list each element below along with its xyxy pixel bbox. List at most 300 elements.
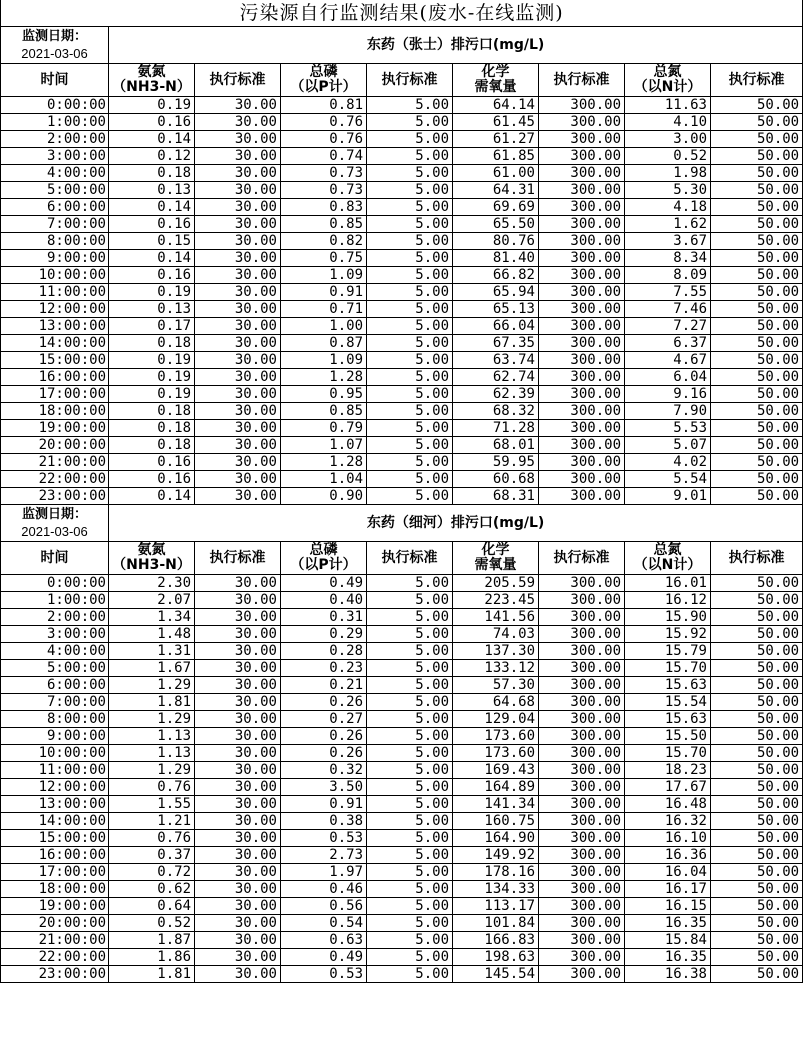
cell-time: 14:00:00 <box>1 813 109 830</box>
cell-total-phosphorus: 0.49 <box>281 575 367 592</box>
cell-ammonia-standard: 30.00 <box>195 915 281 932</box>
cell-total-nitrogen: 8.09 <box>625 267 711 284</box>
cell-cod-standard: 300.00 <box>539 318 625 335</box>
cell-nitrogen-standard: 50.00 <box>711 403 803 420</box>
table-row <box>1 97 803 114</box>
cell-total-nitrogen: 11.63 <box>625 97 711 114</box>
cell-cod: 61.27 <box>453 131 539 148</box>
cell-total-nitrogen: 6.37 <box>625 335 711 352</box>
cell-cod-standard: 300.00 <box>539 216 625 233</box>
cell-phosphorus-standard: 5.00 <box>367 626 453 643</box>
cell-total-nitrogen: 7.90 <box>625 403 711 420</box>
cell-total-phosphorus: 1.09 <box>281 352 367 369</box>
table-row <box>1 386 803 403</box>
cell-cod: 81.40 <box>453 250 539 267</box>
cell-nitrogen-standard: 50.00 <box>711 660 803 677</box>
cell-nitrogen-standard: 50.00 <box>711 148 803 165</box>
cell-ammonia-standard: 30.00 <box>195 250 281 267</box>
cell-ammonia-standard: 30.00 <box>195 592 281 609</box>
cell-cod-standard: 300.00 <box>539 643 625 660</box>
cell-phosphorus-standard: 5.00 <box>367 864 453 881</box>
cell-phosphorus-standard: 5.00 <box>367 796 453 813</box>
cell-time: 21:00:00 <box>1 932 109 949</box>
cell-total-nitrogen: 16.38 <box>625 966 711 983</box>
cell-nitrogen-standard: 50.00 <box>711 949 803 966</box>
cell-cod: 113.17 <box>453 898 539 915</box>
cell-time: 9:00:00 <box>1 250 109 267</box>
cell-phosphorus-standard: 5.00 <box>367 609 453 626</box>
cell-time: 19:00:00 <box>1 420 109 437</box>
cell-total-phosphorus: 0.87 <box>281 335 367 352</box>
column-header-cod: 化学 需氧量 <box>453 64 539 97</box>
cell-nitrogen-standard: 50.00 <box>711 233 803 250</box>
cell-cod-standard: 300.00 <box>539 114 625 131</box>
cell-cod: 63.74 <box>453 352 539 369</box>
cell-time: 5:00:00 <box>1 660 109 677</box>
table-row <box>1 830 803 847</box>
cell-cod: 61.00 <box>453 165 539 182</box>
cell-ammonia-standard: 30.00 <box>195 267 281 284</box>
cell-cod-standard: 300.00 <box>539 386 625 403</box>
cell-cod-standard: 300.00 <box>539 813 625 830</box>
cell-ammonia-standard: 30.00 <box>195 745 281 762</box>
cell-phosphorus-standard: 5.00 <box>367 420 453 437</box>
cell-total-phosphorus: 0.85 <box>281 403 367 420</box>
cell-cod: 68.01 <box>453 437 539 454</box>
cell-total-nitrogen: 1.62 <box>625 216 711 233</box>
column-header-nitrogen-standard: 执行标准 <box>711 542 803 575</box>
cell-ammonia-standard: 30.00 <box>195 881 281 898</box>
cell-cod-standard: 300.00 <box>539 199 625 216</box>
cell-cod-standard: 300.00 <box>539 762 625 779</box>
cell-cod: 74.03 <box>453 626 539 643</box>
cell-ammonia-standard: 30.00 <box>195 114 281 131</box>
cell-nitrogen-standard: 50.00 <box>711 898 803 915</box>
cell-nitrogen-standard: 50.00 <box>711 881 803 898</box>
cell-time: 0:00:00 <box>1 97 109 114</box>
cell-ammonia-nitrogen: 0.52 <box>109 915 195 932</box>
cell-ammonia-nitrogen: 1.87 <box>109 932 195 949</box>
cell-phosphorus-standard: 5.00 <box>367 301 453 318</box>
cell-cod-standard: 300.00 <box>539 915 625 932</box>
table-row <box>1 114 803 131</box>
cell-total-phosphorus: 0.91 <box>281 796 367 813</box>
cell-nitrogen-standard: 50.00 <box>711 488 803 505</box>
cell-phosphorus-standard: 5.00 <box>367 386 453 403</box>
cell-nitrogen-standard: 50.00 <box>711 114 803 131</box>
cell-ammonia-standard: 30.00 <box>195 796 281 813</box>
cell-time: 18:00:00 <box>1 881 109 898</box>
cell-cod: 57.30 <box>453 677 539 694</box>
cell-nitrogen-standard: 50.00 <box>711 847 803 864</box>
cell-ammonia-nitrogen: 0.19 <box>109 352 195 369</box>
cell-phosphorus-standard: 5.00 <box>367 318 453 335</box>
cell-total-phosphorus: 0.29 <box>281 626 367 643</box>
cell-cod: 129.04 <box>453 711 539 728</box>
cell-time: 3:00:00 <box>1 148 109 165</box>
table-row <box>1 609 803 626</box>
column-header-nitrogen-standard: 执行标准 <box>711 64 803 97</box>
cell-phosphorus-standard: 5.00 <box>367 148 453 165</box>
cell-time: 12:00:00 <box>1 779 109 796</box>
cell-phosphorus-standard: 5.00 <box>367 915 453 932</box>
cell-ammonia-nitrogen: 0.16 <box>109 114 195 131</box>
cell-ammonia-nitrogen: 0.64 <box>109 898 195 915</box>
cell-cod: 71.28 <box>453 420 539 437</box>
cell-ammonia-standard: 30.00 <box>195 97 281 114</box>
cell-total-nitrogen: 17.67 <box>625 779 711 796</box>
cell-phosphorus-standard: 5.00 <box>367 745 453 762</box>
cell-ammonia-nitrogen: 0.18 <box>109 335 195 352</box>
table-row <box>1 881 803 898</box>
cell-total-phosphorus: 0.90 <box>281 488 367 505</box>
cell-nitrogen-standard: 50.00 <box>711 643 803 660</box>
cell-nitrogen-standard: 50.00 <box>711 626 803 643</box>
cell-total-nitrogen: 16.10 <box>625 830 711 847</box>
cell-time: 0:00:00 <box>1 575 109 592</box>
table-row <box>1 864 803 881</box>
cell-phosphorus-standard: 5.00 <box>367 335 453 352</box>
cell-cod-standard: 300.00 <box>539 728 625 745</box>
cell-total-phosphorus: 0.26 <box>281 694 367 711</box>
cell-ammonia-standard: 30.00 <box>195 779 281 796</box>
cell-time: 6:00:00 <box>1 677 109 694</box>
table-row <box>1 216 803 233</box>
cell-phosphorus-standard: 5.00 <box>367 575 453 592</box>
column-header-phosphorus-standard: 执行标准 <box>367 64 453 97</box>
cell-ammonia-standard: 30.00 <box>195 609 281 626</box>
cell-ammonia-standard: 30.00 <box>195 386 281 403</box>
cell-time: 16:00:00 <box>1 847 109 864</box>
cell-total-phosphorus: 0.28 <box>281 643 367 660</box>
cell-ammonia-nitrogen: 0.16 <box>109 216 195 233</box>
cell-total-phosphorus: 0.49 <box>281 949 367 966</box>
cell-ammonia-standard: 30.00 <box>195 301 281 318</box>
cell-ammonia-nitrogen: 1.29 <box>109 711 195 728</box>
cell-cod: 223.45 <box>453 592 539 609</box>
cell-cod: 62.39 <box>453 386 539 403</box>
cell-total-nitrogen: 5.30 <box>625 182 711 199</box>
table-row <box>1 762 803 779</box>
cell-cod-standard: 300.00 <box>539 437 625 454</box>
cell-time: 5:00:00 <box>1 182 109 199</box>
table-row <box>1 199 803 216</box>
cell-cod-standard: 300.00 <box>539 592 625 609</box>
cell-total-phosphorus: 0.91 <box>281 284 367 301</box>
cell-ammonia-standard: 30.00 <box>195 233 281 250</box>
cell-phosphorus-standard: 5.00 <box>367 471 453 488</box>
cell-total-nitrogen: 15.54 <box>625 694 711 711</box>
table-row <box>1 488 803 505</box>
title-row <box>1 0 803 27</box>
cell-ammonia-nitrogen: 1.31 <box>109 643 195 660</box>
cell-nitrogen-standard: 50.00 <box>711 437 803 454</box>
cell-cod: 80.76 <box>453 233 539 250</box>
column-header-cod-standard: 执行标准 <box>539 64 625 97</box>
cell-time: 20:00:00 <box>1 915 109 932</box>
cell-ammonia-nitrogen: 0.14 <box>109 131 195 148</box>
cell-time: 8:00:00 <box>1 233 109 250</box>
cell-cod: 64.68 <box>453 694 539 711</box>
cell-ammonia-nitrogen: 0.16 <box>109 471 195 488</box>
cell-total-nitrogen: 6.04 <box>625 369 711 386</box>
cell-nitrogen-standard: 50.00 <box>711 301 803 318</box>
cell-cod-standard: 300.00 <box>539 660 625 677</box>
table-row <box>1 592 803 609</box>
cell-ammonia-nitrogen: 0.14 <box>109 250 195 267</box>
cell-ammonia-standard: 30.00 <box>195 352 281 369</box>
cell-cod: 134.33 <box>453 881 539 898</box>
cell-cod-standard: 300.00 <box>539 966 625 983</box>
cell-ammonia-nitrogen: 0.19 <box>109 386 195 403</box>
cell-ammonia-standard: 30.00 <box>195 966 281 983</box>
cell-nitrogen-standard: 50.00 <box>711 250 803 267</box>
cell-ammonia-nitrogen: 0.17 <box>109 318 195 335</box>
cell-phosphorus-standard: 5.00 <box>367 114 453 131</box>
cell-time: 3:00:00 <box>1 626 109 643</box>
cell-total-nitrogen: 15.70 <box>625 745 711 762</box>
column-header-phosphorus-standard: 执行标准 <box>367 542 453 575</box>
cell-ammonia-standard: 30.00 <box>195 813 281 830</box>
cell-cod-standard: 300.00 <box>539 847 625 864</box>
section-info-row <box>1 27 803 64</box>
cell-total-phosphorus: 0.31 <box>281 609 367 626</box>
cell-cod-standard: 300.00 <box>539 609 625 626</box>
cell-total-phosphorus: 0.74 <box>281 148 367 165</box>
monitoring-date-value: 2021-03-06 <box>21 46 88 61</box>
cell-cod-standard: 300.00 <box>539 148 625 165</box>
cell-ammonia-nitrogen: 0.15 <box>109 233 195 250</box>
table-row <box>1 131 803 148</box>
cell-cod: 67.35 <box>453 335 539 352</box>
cell-cod: 166.83 <box>453 932 539 949</box>
cell-nitrogen-standard: 50.00 <box>711 454 803 471</box>
cell-nitrogen-standard: 50.00 <box>711 609 803 626</box>
cell-nitrogen-standard: 50.00 <box>711 762 803 779</box>
cell-nitrogen-standard: 50.00 <box>711 830 803 847</box>
cell-cod: 198.63 <box>453 949 539 966</box>
cell-time: 22:00:00 <box>1 949 109 966</box>
cell-cod-standard: 300.00 <box>539 830 625 847</box>
cell-time: 11:00:00 <box>1 284 109 301</box>
cell-phosphorus-standard: 5.00 <box>367 182 453 199</box>
cell-time: 1:00:00 <box>1 114 109 131</box>
cell-ammonia-nitrogen: 1.67 <box>109 660 195 677</box>
cell-phosphorus-standard: 5.00 <box>367 233 453 250</box>
table-row <box>1 165 803 182</box>
table-row <box>1 745 803 762</box>
cell-time: 13:00:00 <box>1 318 109 335</box>
cell-ammonia-nitrogen: 0.19 <box>109 284 195 301</box>
cell-ammonia-nitrogen: 0.19 <box>109 369 195 386</box>
cell-ammonia-standard: 30.00 <box>195 677 281 694</box>
column-header-ammonia-standard: 执行标准 <box>195 64 281 97</box>
cell-total-phosphorus: 0.23 <box>281 660 367 677</box>
cell-cod-standard: 300.00 <box>539 677 625 694</box>
cell-total-nitrogen: 1.98 <box>625 165 711 182</box>
cell-total-nitrogen: 5.53 <box>625 420 711 437</box>
cell-ammonia-nitrogen: 1.55 <box>109 796 195 813</box>
cell-cod-standard: 300.00 <box>539 352 625 369</box>
cell-total-nitrogen: 5.54 <box>625 471 711 488</box>
cell-time: 23:00:00 <box>1 488 109 505</box>
cell-phosphorus-standard: 5.00 <box>367 165 453 182</box>
cell-phosphorus-standard: 5.00 <box>367 881 453 898</box>
cell-total-phosphorus: 0.73 <box>281 182 367 199</box>
cell-ammonia-standard: 30.00 <box>195 711 281 728</box>
cell-time: 13:00:00 <box>1 796 109 813</box>
table-row <box>1 284 803 301</box>
cell-total-phosphorus: 0.27 <box>281 711 367 728</box>
cell-phosphorus-standard: 5.00 <box>367 728 453 745</box>
table-row <box>1 369 803 386</box>
cell-cod-standard: 300.00 <box>539 233 625 250</box>
outlet-name: 东药（张士）排污口(mg/L) <box>109 27 803 64</box>
cell-total-phosphorus: 0.82 <box>281 233 367 250</box>
cell-cod: 141.56 <box>453 609 539 626</box>
table-row <box>1 660 803 677</box>
cell-total-nitrogen: 8.34 <box>625 250 711 267</box>
cell-total-nitrogen: 16.35 <box>625 949 711 966</box>
cell-ammonia-nitrogen: 0.72 <box>109 864 195 881</box>
cell-cod-standard: 300.00 <box>539 796 625 813</box>
cell-phosphorus-standard: 5.00 <box>367 284 453 301</box>
cell-cod-standard: 300.00 <box>539 250 625 267</box>
cell-cod-standard: 300.00 <box>539 575 625 592</box>
cell-cod: 169.43 <box>453 762 539 779</box>
cell-cod-standard: 300.00 <box>539 403 625 420</box>
cell-cod-standard: 300.00 <box>539 284 625 301</box>
cell-phosphorus-standard: 5.00 <box>367 131 453 148</box>
table-row <box>1 932 803 949</box>
cell-total-nitrogen: 15.92 <box>625 626 711 643</box>
cell-cod: 145.54 <box>453 966 539 983</box>
cell-total-nitrogen: 16.12 <box>625 592 711 609</box>
table-row <box>1 643 803 660</box>
cell-cod: 61.45 <box>453 114 539 131</box>
cell-total-phosphorus: 0.40 <box>281 592 367 609</box>
cell-cod-standard: 300.00 <box>539 626 625 643</box>
cell-nitrogen-standard: 50.00 <box>711 864 803 881</box>
cell-phosphorus-standard: 5.00 <box>367 250 453 267</box>
cell-ammonia-standard: 30.00 <box>195 626 281 643</box>
cell-total-nitrogen: 16.36 <box>625 847 711 864</box>
cell-cod: 173.60 <box>453 745 539 762</box>
cell-ammonia-nitrogen: 1.86 <box>109 949 195 966</box>
cell-phosphorus-standard: 5.00 <box>367 813 453 830</box>
cell-nitrogen-standard: 50.00 <box>711 677 803 694</box>
cell-total-nitrogen: 4.18 <box>625 199 711 216</box>
cell-ammonia-nitrogen: 0.18 <box>109 420 195 437</box>
column-header-ammonia-standard: 执行标准 <box>195 542 281 575</box>
cell-nitrogen-standard: 50.00 <box>711 420 803 437</box>
column-header-total-nitrogen: 总氮 （以N计） <box>625 542 711 575</box>
cell-ammonia-nitrogen: 0.14 <box>109 488 195 505</box>
cell-total-nitrogen: 4.67 <box>625 352 711 369</box>
cell-cod: 65.50 <box>453 216 539 233</box>
cell-ammonia-nitrogen: 0.18 <box>109 165 195 182</box>
cell-total-phosphorus: 2.73 <box>281 847 367 864</box>
table-row <box>1 915 803 932</box>
report-title: 污染源自行监测结果(废水-在线监测) <box>1 0 803 27</box>
cell-total-nitrogen: 15.90 <box>625 609 711 626</box>
cell-phosphorus-standard: 5.00 <box>367 711 453 728</box>
section-info-row <box>1 505 803 542</box>
cell-cod-standard: 300.00 <box>539 881 625 898</box>
cell-total-nitrogen: 16.48 <box>625 796 711 813</box>
cell-total-phosphorus: 0.21 <box>281 677 367 694</box>
cell-ammonia-standard: 30.00 <box>195 131 281 148</box>
cell-total-phosphorus: 0.26 <box>281 728 367 745</box>
cell-total-phosphorus: 0.26 <box>281 745 367 762</box>
column-header-time: 时间 <box>1 542 109 575</box>
cell-nitrogen-standard: 50.00 <box>711 813 803 830</box>
cell-total-nitrogen: 18.23 <box>625 762 711 779</box>
cell-cod: 60.68 <box>453 471 539 488</box>
cell-total-phosphorus: 0.32 <box>281 762 367 779</box>
monitoring-date-label: 监测日期： <box>21 29 87 44</box>
cell-nitrogen-standard: 50.00 <box>711 694 803 711</box>
cell-ammonia-standard: 30.00 <box>195 575 281 592</box>
cell-cod: 61.85 <box>453 148 539 165</box>
cell-ammonia-standard: 30.00 <box>195 694 281 711</box>
cell-phosphorus-standard: 5.00 <box>367 847 453 864</box>
cell-phosphorus-standard: 5.00 <box>367 898 453 915</box>
cell-time: 22:00:00 <box>1 471 109 488</box>
cell-cod: 68.32 <box>453 403 539 420</box>
cell-time: 12:00:00 <box>1 301 109 318</box>
cell-total-phosphorus: 1.04 <box>281 471 367 488</box>
cell-cod: 133.12 <box>453 660 539 677</box>
column-header-ammonia-nitrogen: 氨氮 （NH3-N） <box>109 542 195 575</box>
cell-total-nitrogen: 0.52 <box>625 148 711 165</box>
cell-total-nitrogen: 16.32 <box>625 813 711 830</box>
cell-time: 9:00:00 <box>1 728 109 745</box>
cell-phosphorus-standard: 5.00 <box>367 932 453 949</box>
cell-ammonia-standard: 30.00 <box>195 454 281 471</box>
cell-ammonia-nitrogen: 0.18 <box>109 403 195 420</box>
cell-time: 1:00:00 <box>1 592 109 609</box>
cell-total-phosphorus: 0.46 <box>281 881 367 898</box>
cell-cod: 164.90 <box>453 830 539 847</box>
column-header-total-phosphorus: 总磷 （以P计） <box>281 64 367 97</box>
cell-ammonia-standard: 30.00 <box>195 199 281 216</box>
cell-ammonia-nitrogen: 2.30 <box>109 575 195 592</box>
cell-time: 15:00:00 <box>1 830 109 847</box>
cell-ammonia-nitrogen: 1.29 <box>109 762 195 779</box>
cell-phosphorus-standard: 5.00 <box>367 216 453 233</box>
cell-ammonia-standard: 30.00 <box>195 949 281 966</box>
cell-phosphorus-standard: 5.00 <box>367 779 453 796</box>
cell-phosphorus-standard: 5.00 <box>367 592 453 609</box>
cell-total-phosphorus: 0.79 <box>281 420 367 437</box>
cell-ammonia-nitrogen: 0.19 <box>109 97 195 114</box>
monitoring-date-cell <box>1 505 109 542</box>
table-row <box>1 847 803 864</box>
cell-cod: 59.95 <box>453 454 539 471</box>
column-header-cod: 化学 需氧量 <box>453 542 539 575</box>
cell-phosphorus-standard: 5.00 <box>367 97 453 114</box>
cell-ammonia-nitrogen: 0.14 <box>109 199 195 216</box>
cell-ammonia-nitrogen: 1.29 <box>109 677 195 694</box>
cell-time: 23:00:00 <box>1 966 109 983</box>
cell-phosphorus-standard: 5.00 <box>367 454 453 471</box>
cell-total-phosphorus: 0.63 <box>281 932 367 949</box>
cell-total-phosphorus: 0.83 <box>281 199 367 216</box>
cell-ammonia-standard: 30.00 <box>195 335 281 352</box>
cell-nitrogen-standard: 50.00 <box>711 182 803 199</box>
table-row <box>1 148 803 165</box>
